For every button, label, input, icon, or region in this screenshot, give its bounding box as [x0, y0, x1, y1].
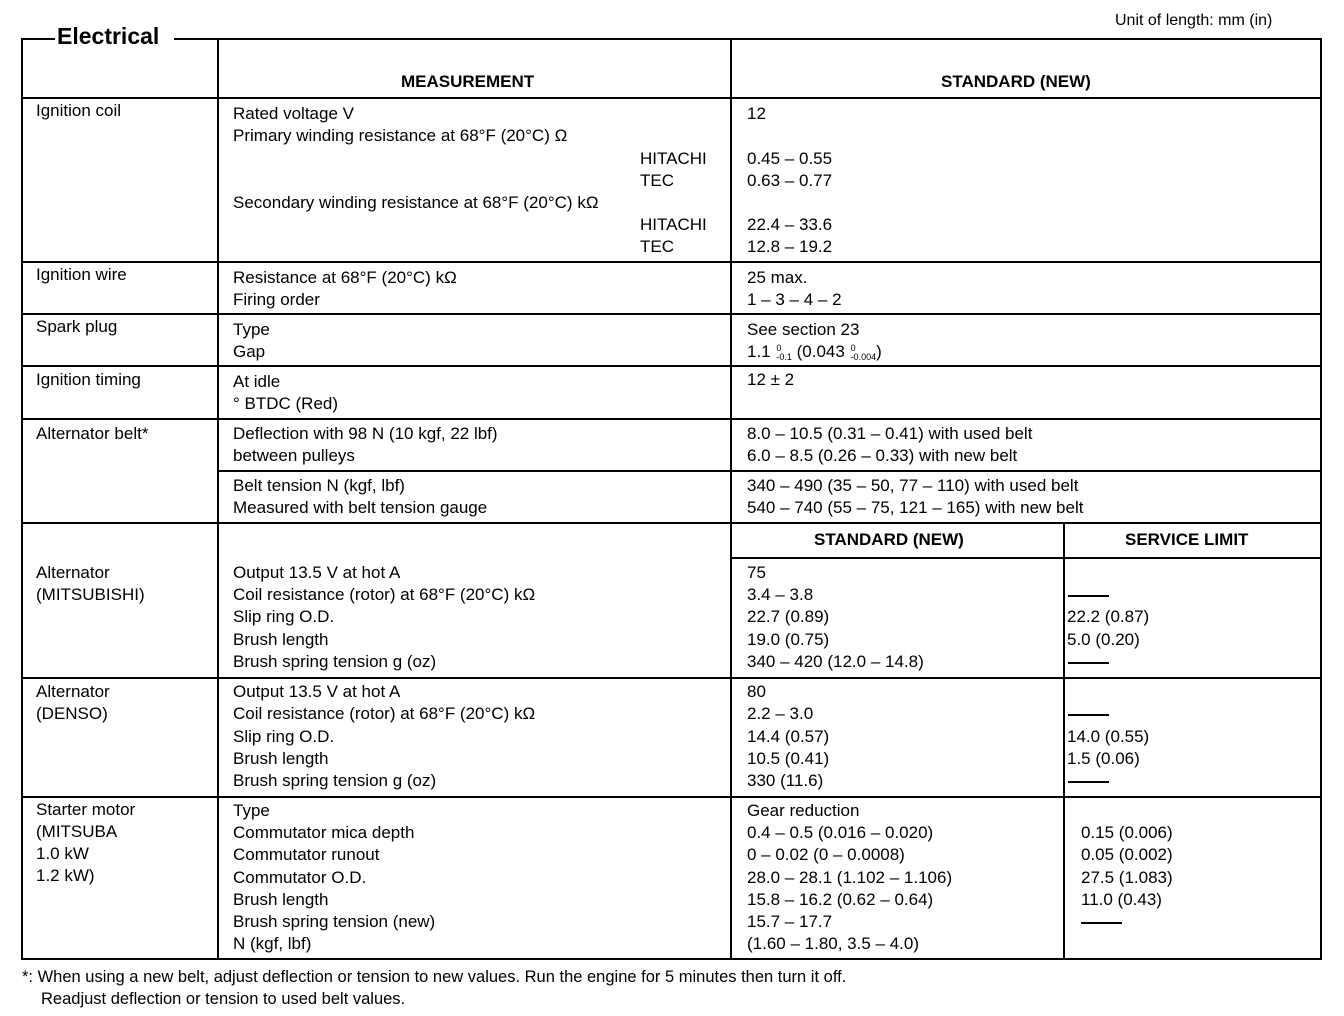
- measurement-text: Type: [233, 320, 270, 339]
- measurement-text: Belt tension N (kgf, lbf): [233, 476, 405, 495]
- measurement-text: Coil resistance (rotor) at 68°F (20°C) kΩ: [233, 585, 536, 604]
- brand-label: HITACHI: [640, 215, 707, 234]
- limit-dash: [1068, 595, 1109, 597]
- limit-dash: [1068, 662, 1109, 664]
- standard-value: 1 – 3 – 4 – 2: [747, 290, 842, 309]
- measurement-text: Brush length: [233, 749, 329, 768]
- footnote-line-2: Readjust deflection or tension to used belt values.: [41, 990, 406, 1008]
- measurement-text: Primary winding resistance at 68°F (20°C) Ω: [233, 126, 568, 145]
- item-label: Ignition wire: [36, 265, 127, 284]
- measurement-text: At idle: [233, 372, 281, 391]
- gap-tol-mm: [776, 344, 792, 362]
- service-limit-value: 0.15 (0.006): [1081, 823, 1173, 842]
- standard-value: 330 (11.6): [747, 771, 824, 790]
- standard-value: 0.45 – 0.55: [747, 149, 833, 168]
- measurement-text: between pulleys: [233, 446, 355, 465]
- item-label: (DENSO): [36, 704, 108, 723]
- standard-value: 12.8 – 19.2: [747, 237, 833, 256]
- standard-value: See section 23: [747, 320, 860, 339]
- measurement-text: Secondary winding resistance at 68°F (20°C) kΩ: [233, 193, 599, 212]
- item-label: 1.2 kW): [36, 866, 95, 885]
- service-limit-value: 14.0 (0.55): [1067, 727, 1150, 746]
- standard-value: 75: [747, 563, 766, 582]
- standard-value: 540 – 740 (55 – 75, 121 – 165) with new belt: [747, 498, 1084, 517]
- item-label: Spark plug: [36, 317, 118, 336]
- standard-value: (1.60 – 1.80, 3.5 – 4.0): [747, 934, 920, 953]
- standard-value: 12 ± 2: [747, 370, 795, 389]
- gap-close: ): [876, 342, 882, 361]
- standard-value: 0.63 – 0.77: [747, 171, 833, 190]
- limit-dash: [1068, 714, 1109, 716]
- service-limit-value: 5.0 (0.20): [1067, 630, 1140, 649]
- standard-value: 15.7 – 17.7: [747, 912, 833, 931]
- gap-tol-dn: -0.004: [850, 351, 877, 362]
- standard-value: 6.0 – 8.5 (0.26 – 0.33) with new belt: [747, 446, 1018, 465]
- unit-note: Unit of length: mm (in): [1115, 12, 1273, 29]
- standard-value: 340 – 490 (35 – 50, 77 – 110) with used belt: [747, 476, 1079, 495]
- limit-dash: [1081, 922, 1122, 924]
- item-label: Alternator: [36, 682, 110, 701]
- header-measurement: MEASUREMENT: [401, 72, 535, 91]
- measurement-text: Slip ring O.D.: [233, 727, 335, 746]
- standard-value: 80: [747, 682, 766, 701]
- gap-tol-up: 0: [776, 342, 782, 353]
- measurement-text: Rated voltage V: [233, 104, 354, 123]
- measurement-text: Commutator O.D.: [233, 868, 367, 887]
- item-label: Starter motor: [36, 800, 136, 819]
- header-standard-sub: STANDARD (NEW): [814, 530, 964, 549]
- brand-label: TEC: [640, 171, 674, 190]
- gap-value: [747, 341, 882, 363]
- brand-label: TEC: [640, 237, 674, 256]
- item-label: Ignition coil: [36, 101, 122, 120]
- measurement-text: Slip ring O.D.: [233, 607, 335, 626]
- measurement-text: N (kgf, lbf): [233, 934, 312, 953]
- header-standard: STANDARD (NEW): [941, 72, 1091, 91]
- brand-label: HITACHI: [640, 149, 707, 168]
- measurement-text: Brush spring tension g (oz): [233, 771, 437, 790]
- standard-value: 10.5 (0.41): [747, 749, 830, 768]
- measurement-text: Resistance at 68°F (20°C) kΩ: [233, 268, 457, 287]
- measurement-text: Output 13.5 V at hot A: [233, 682, 401, 701]
- measurement-text: Measured with belt tension gauge: [233, 498, 488, 517]
- standard-value: 22.4 – 33.6: [747, 215, 833, 234]
- measurement-text: Firing order: [233, 290, 320, 309]
- gap-tol-dn: -0.1: [776, 351, 792, 362]
- standard-value: 19.0 (0.75): [747, 630, 830, 649]
- standard-value: 2.2 – 3.0: [747, 704, 814, 723]
- service-limit-value: 0.05 (0.002): [1081, 845, 1173, 864]
- service-limit-value: 22.2 (0.87): [1067, 607, 1150, 626]
- standard-value: 8.0 – 10.5 (0.31 – 0.41) with used belt: [747, 424, 1033, 443]
- item-label: Alternator: [36, 563, 110, 582]
- item-label: (MITSUBISHI): [36, 585, 145, 604]
- standard-value: Gear reduction: [747, 801, 860, 820]
- measurement-text: Brush spring tension (new): [233, 912, 436, 931]
- standard-value: 28.0 – 28.1 (1.102 – 1.106): [747, 868, 953, 887]
- standard-value: 14.4 (0.57): [747, 727, 830, 746]
- measurement-text: Commutator runout: [233, 845, 380, 864]
- standard-value: 15.8 – 16.2 (0.62 – 0.64): [747, 890, 934, 909]
- service-limit-value: 27.5 (1.083): [1081, 868, 1173, 887]
- standard-value: 0.4 – 0.5 (0.016 – 0.020): [747, 823, 934, 842]
- service-limit-value: 1.5 (0.06): [1067, 749, 1140, 768]
- gap-val-in: (0.043: [796, 342, 845, 361]
- measurement-text: Commutator mica depth: [233, 823, 415, 842]
- measurement-text: Type: [233, 801, 270, 820]
- item-label: Ignition timing: [36, 370, 141, 389]
- limit-dash: [1068, 781, 1109, 783]
- measurement-text: Brush length: [233, 890, 329, 909]
- measurement-text: Brush spring tension g (oz): [233, 652, 437, 671]
- gap-tol-up: 0: [850, 342, 856, 353]
- header-service-limit: SERVICE LIMIT: [1125, 530, 1249, 549]
- standard-value: 3.4 – 3.8: [747, 585, 814, 604]
- gap-tol-in: [851, 344, 877, 362]
- item-label: 1.0 kW: [36, 844, 89, 863]
- gap-val-mm: 1.1: [747, 342, 771, 361]
- measurement-text: ° BTDC (Red): [233, 394, 339, 413]
- measurement-text: Gap: [233, 342, 266, 361]
- measurement-text: Coil resistance (rotor) at 68°F (20°C) kΩ: [233, 704, 536, 723]
- item-label: (MITSUBA: [36, 822, 118, 841]
- section-title: Electrical: [57, 23, 160, 49]
- standard-value: 0 – 0.02 (0 – 0.0008): [747, 845, 905, 864]
- item-label: Alternator belt*: [36, 424, 149, 443]
- standard-value: 12: [747, 104, 766, 123]
- measurement-text: Output 13.5 V at hot A: [233, 563, 401, 582]
- standard-value: 25 max.: [747, 268, 808, 287]
- measurement-text: Brush length: [233, 630, 329, 649]
- footnote-line-1: *: When using a new belt, adjust deflection or tension to new values. Run the engine for 5 minutes then turn it off.: [22, 968, 847, 986]
- standard-value: 340 – 420 (12.0 – 14.8): [747, 652, 924, 671]
- measurement-text: Deflection with 98 N (10 kgf, 22 lbf): [233, 424, 498, 443]
- service-limit-value: 11.0 (0.43): [1081, 890, 1162, 909]
- standard-value: 22.7 (0.89): [747, 607, 830, 626]
